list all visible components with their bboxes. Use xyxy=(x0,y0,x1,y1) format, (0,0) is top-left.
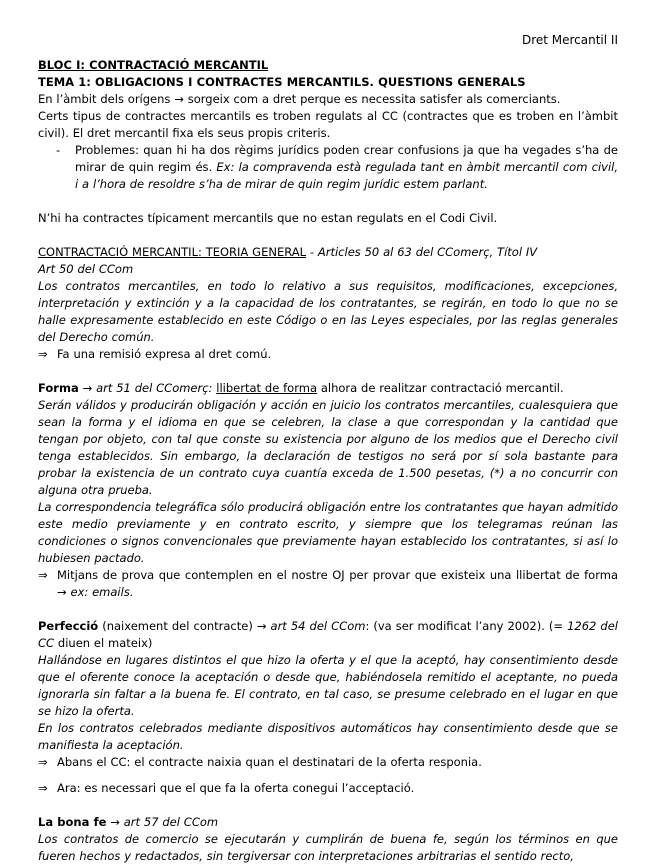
forma-heading xyxy=(38,380,618,397)
document-body xyxy=(38,57,618,865)
intro-line xyxy=(38,91,618,108)
arrow-bullet-marker: ⇒ xyxy=(38,568,48,582)
tema-title xyxy=(38,74,618,91)
art50-label xyxy=(38,261,618,278)
item-text xyxy=(75,142,618,193)
item-text xyxy=(57,567,618,601)
text-run: → xyxy=(106,814,124,829)
text-run: CONTRACTACIÓ MERCANTIL: TEORIA GENERAL xyxy=(38,245,307,259)
section-title xyxy=(38,244,618,261)
remissio-note xyxy=(38,346,618,363)
text-run: Ex: la compravenda està regulada tant en àmbit mercantil com civil, i a l’hora de resoldre s’ha de mirar de quin regim jurídic estem parlant. xyxy=(75,160,618,191)
intro-paragraph xyxy=(38,108,618,142)
text-run: La correspondencia telegráfica sólo producirá obligación entre los contratantes que hayan admitido este medio previamente y en contrato escrito, y siempre que los telegramas reúnan las condiciones o signos convencionales que previamente hayan establecido los contratantes, si así lo hubiesen pactado. xyxy=(38,500,618,565)
text-run: Serán válidos y producirán obligación y acción en juicio los contratos mercantiles, cualesquiera que sean la forma y el idioma en que se celebren, la clase a que correspondan y la cantidad que tengan por objeto, con tal que conste su existencia por alguno de los medios que el Derecho civil tenga establecidos. Sin embargo, la declaración de testigos no será por sí sola bastante para probar la existencia de un contrato cuya cuantía exceda de 1.500 pesetas, (*) a no concurrir con alguna otra prueba. xyxy=(38,398,618,497)
art54-text-2 xyxy=(38,720,618,754)
text-run: ex: emails. xyxy=(70,585,134,599)
item-text xyxy=(57,754,618,771)
text-run: Problemes: quan hi ha dos règims jurídics poden crear confusions ja que ha vegades s’ha de mirar de quin regim és. xyxy=(75,143,618,174)
text-run: En l’àmbit dels orígens → sorgeix com a dret perque es necessita satisfer als comerciants. xyxy=(38,92,561,106)
text-run: diuen el mateix) xyxy=(54,636,153,650)
text-run: Los contratos mercantiles, en todo lo relativo a sus requisitos, modificaciones, excepciones, interpretación y extinción y a la capacidad de los contratantes, se regirán, en todo lo que no se halle expresamente establecido en este Código o en las Leyes especiales, por las reglas generales del Derecho común. xyxy=(38,279,618,344)
page-header: Dret Mercantil II xyxy=(521,33,618,47)
dash-bullet-marker: - xyxy=(56,143,61,157)
text-run: Abans el CC: el contracte naixia quan el destinatari de la oferta responia. xyxy=(57,755,482,769)
text-run: → xyxy=(78,381,97,395)
text-run: Forma xyxy=(38,381,79,395)
arrow-bullet-marker: ⇒ xyxy=(38,347,48,361)
text-run: : (va ser modificat l’any 2002). (= xyxy=(365,619,568,633)
text-run: Ara: es necessari que el que fa la oferta conegui l’acceptació. xyxy=(57,780,415,795)
text-run: TEMA 1: OBLIGACIONS I CONTRACTES MERCANTILS. QUESTIONS GENERALS xyxy=(38,75,526,89)
item-text xyxy=(57,780,618,797)
arrow-bullet-marker: ⇒ xyxy=(38,780,48,795)
text-run: - Articles 50 al 63 del CComerç, Títol IV xyxy=(306,245,538,259)
art51-text-1 xyxy=(38,397,618,499)
arrow-bullet-marker: ⇒ xyxy=(38,755,48,769)
text-run: La bona fe xyxy=(38,814,107,829)
text-run: llibertat de forma xyxy=(216,381,317,395)
text-run: Certs tipus de contractes mercantils es troben regulats al CC (contractes que es troben en l’àmbit civil). El dret mercantil fixa els seus propis criteris. xyxy=(38,109,618,140)
ara-note xyxy=(38,780,618,797)
bloc-title xyxy=(38,57,618,74)
text-run: (naixement del contracte) → xyxy=(98,619,271,633)
text-run: art 51 del CComerç: xyxy=(96,381,213,395)
prova-note xyxy=(38,567,618,601)
text-run: alhora de realitzar contractació mercantil. xyxy=(317,381,564,395)
text-run: BLOC I: CONTRACTACIÓ MERCANTIL xyxy=(38,58,269,72)
problems-bullet xyxy=(38,142,618,193)
art50-text xyxy=(38,278,618,346)
item-text xyxy=(57,346,618,363)
bonafe-heading xyxy=(38,814,618,831)
perfeccio-heading xyxy=(38,618,618,652)
text-run: N’hi ha contractes típicament mercantils que no estan regulats en el Codi Civil. xyxy=(38,211,498,225)
art54-text-1 xyxy=(38,652,618,720)
text-run: Los contratos de comercio se ejecutarán y cumplirán de buena fe, según los términos en que fueren hechos y redactados, sin tergiversar con interpretaciones arbitrarias el sentido recto, xyxy=(38,831,618,863)
text-run: En los contratos celebrados mediante dispositivos automáticos hay consentimiento desde que se manifiesta la aceptación. xyxy=(38,721,618,752)
text-run: Art 50 del CCom xyxy=(38,262,134,276)
note-paragraph xyxy=(38,210,618,227)
abans-note xyxy=(38,754,618,771)
text-run: Fa una remisió expresa al dret comú. xyxy=(57,347,272,361)
text-run: Perfecció xyxy=(38,619,99,633)
text-run: art 57 del CCom xyxy=(123,814,219,829)
text-run: art 54 del CCom xyxy=(270,619,366,633)
text-run: Mitjans de prova que contemplen en el nostre OJ per provar que existeix una llibertat de forma → xyxy=(57,568,618,599)
text-run: Hallándose en lugares distintos el que hizo la oferta y el que la aceptó, hay consentimiento desde que el oferente conoce la aceptación o desde que, habiéndosela remitido el aceptante, no pueda ignorarla sin faltar a la buena fe. El contrato, en tal caso, se presume celebrado en el lugar en que se hizo la oferta. xyxy=(38,653,618,718)
text-run: 1262 del CC xyxy=(38,619,618,650)
art51-text-2 xyxy=(38,499,618,567)
